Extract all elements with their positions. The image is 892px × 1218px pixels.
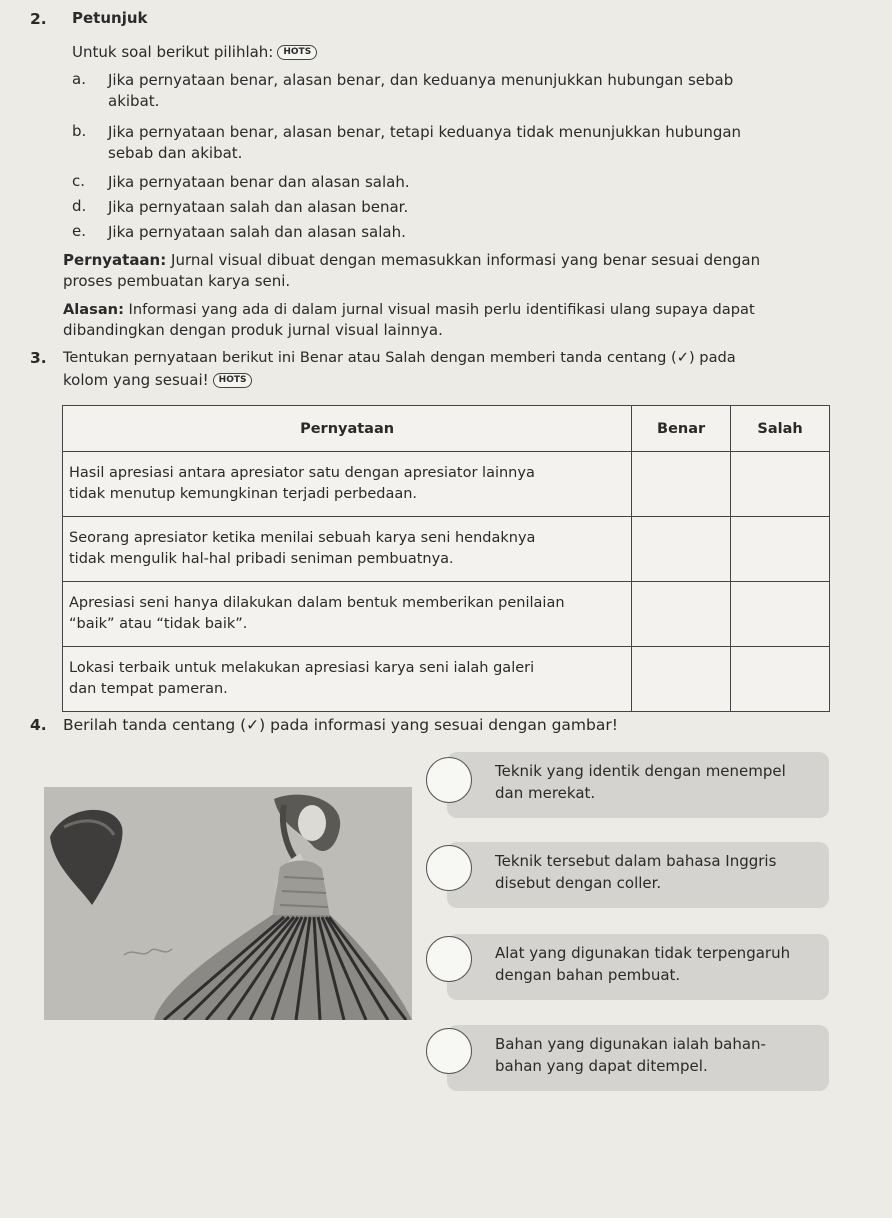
hots-badge: HOTS (213, 373, 253, 388)
section-3-line-2: kolom yang sesuai! HOTS (63, 370, 252, 391)
dress-illustration (44, 787, 412, 1020)
section-2-title: Petunjuk (72, 9, 148, 27)
statement-cell: Lokasi terbaik untuk melakukan apresiasi karya seni ialah galeri dan tempat pameran. (63, 647, 632, 712)
answer-card-2: Teknik tersebut dalam bahasa Inggris disebut dengan coller. (447, 842, 829, 908)
section-2-number: 2. (30, 10, 47, 28)
statement-line-1: Pernyataan: Jurnal visual dibuat dengan memasukkan informasi yang benar sesuai dengan (63, 251, 761, 269)
salah-checkbox-cell[interactable] (731, 452, 830, 517)
section-2-instruction: Untuk soal berikut pilihlah: HOTS (72, 42, 317, 63)
option-e-label: e. (72, 222, 86, 240)
salah-checkbox-cell[interactable] (731, 647, 830, 712)
section-3-line-1: Tentukan pernyataan berikut ini Benar atau Salah dengan memberi tanda centang (✓) pada (63, 349, 736, 366)
option-a-line-2: akibat. (108, 92, 160, 110)
salah-checkbox-cell[interactable] (731, 517, 830, 582)
option-c-label: c. (72, 172, 86, 190)
answer-checkbox-4[interactable] (426, 1028, 472, 1074)
answer-card-4: Bahan yang digunakan ialah bahan- bahan yang dapat ditempel. (447, 1025, 829, 1091)
option-b-label: b. (72, 122, 87, 140)
option-c-line-1: Jika pernyataan benar dan alasan salah. (108, 173, 410, 191)
hots-badge: HOTS (277, 45, 317, 60)
collage-dress-image (44, 787, 412, 1020)
statement-table (62, 405, 830, 712)
option-d-label: d. (72, 197, 87, 215)
table-row (63, 517, 830, 582)
answer-card-3: Alat yang digunakan tidak terpengaruh dengan bahan pembuat. (447, 934, 829, 1000)
statement-line-2: proses pembuatan karya seni. (63, 272, 291, 290)
table-header-row (63, 406, 830, 452)
answer-checkbox-3[interactable] (426, 936, 472, 982)
section-4-text: Berilah tanda centang (✓) pada informasi yang sesuai dengan gambar! (63, 716, 618, 734)
option-d-line-1: Jika pernyataan salah dan alasan benar. (108, 198, 409, 216)
table-row (63, 452, 830, 517)
table-row (63, 647, 830, 712)
option-b-line-1: Jika pernyataan benar, alasan benar, tetapi keduanya tidak menunjukkan hubungan (108, 123, 742, 141)
benar-checkbox-cell[interactable] (632, 647, 731, 712)
option-e-line-1: Jika pernyataan salah dan alasan salah. (108, 223, 406, 241)
option-a-line-1: Jika pernyataan benar, alasan benar, dan keduanya menunjukkan hubungan sebab (108, 71, 734, 89)
benar-checkbox-cell[interactable] (632, 452, 731, 517)
reason-line-1: Alasan: Informasi yang ada di dalam jurnal visual masih perlu identifikasi ulang supaya dapat (63, 301, 755, 318)
answer-checkbox-2[interactable] (426, 845, 472, 891)
option-a-label: a. (72, 70, 86, 88)
answer-card-1: Teknik yang identik dengan menempel dan merekat. (447, 752, 829, 818)
header-benar: Benar (632, 406, 731, 452)
reason-line-2: dibandingkan dengan produk jurnal visual lainnya. (63, 321, 443, 339)
section-3-number: 3. (30, 349, 47, 367)
header-salah: Salah (731, 406, 830, 452)
statement-cell: Hasil apresiasi antara apresiator satu dengan apresiator lainnya tidak menutup kemungkinan terjadi perbedaan. (63, 452, 632, 517)
option-b-line-2: sebab dan akibat. (108, 144, 243, 162)
table-row (63, 582, 830, 647)
header-pernyataan: Pernyataan (63, 406, 632, 452)
answer-checkbox-1[interactable] (426, 757, 472, 803)
section-4-number: 4. (30, 716, 47, 734)
benar-checkbox-cell[interactable] (632, 582, 731, 647)
statement-cell: Apresiasi seni hanya dilakukan dalam bentuk memberikan penilaian “baik” atau “tidak baik”. (63, 582, 632, 647)
benar-checkbox-cell[interactable] (632, 517, 731, 582)
salah-checkbox-cell[interactable] (731, 582, 830, 647)
statement-cell: Seorang apresiator ketika menilai sebuah karya seni hendaknya tidak mengulik hal-hal pribadi seniman pembuatnya. (63, 517, 632, 582)
